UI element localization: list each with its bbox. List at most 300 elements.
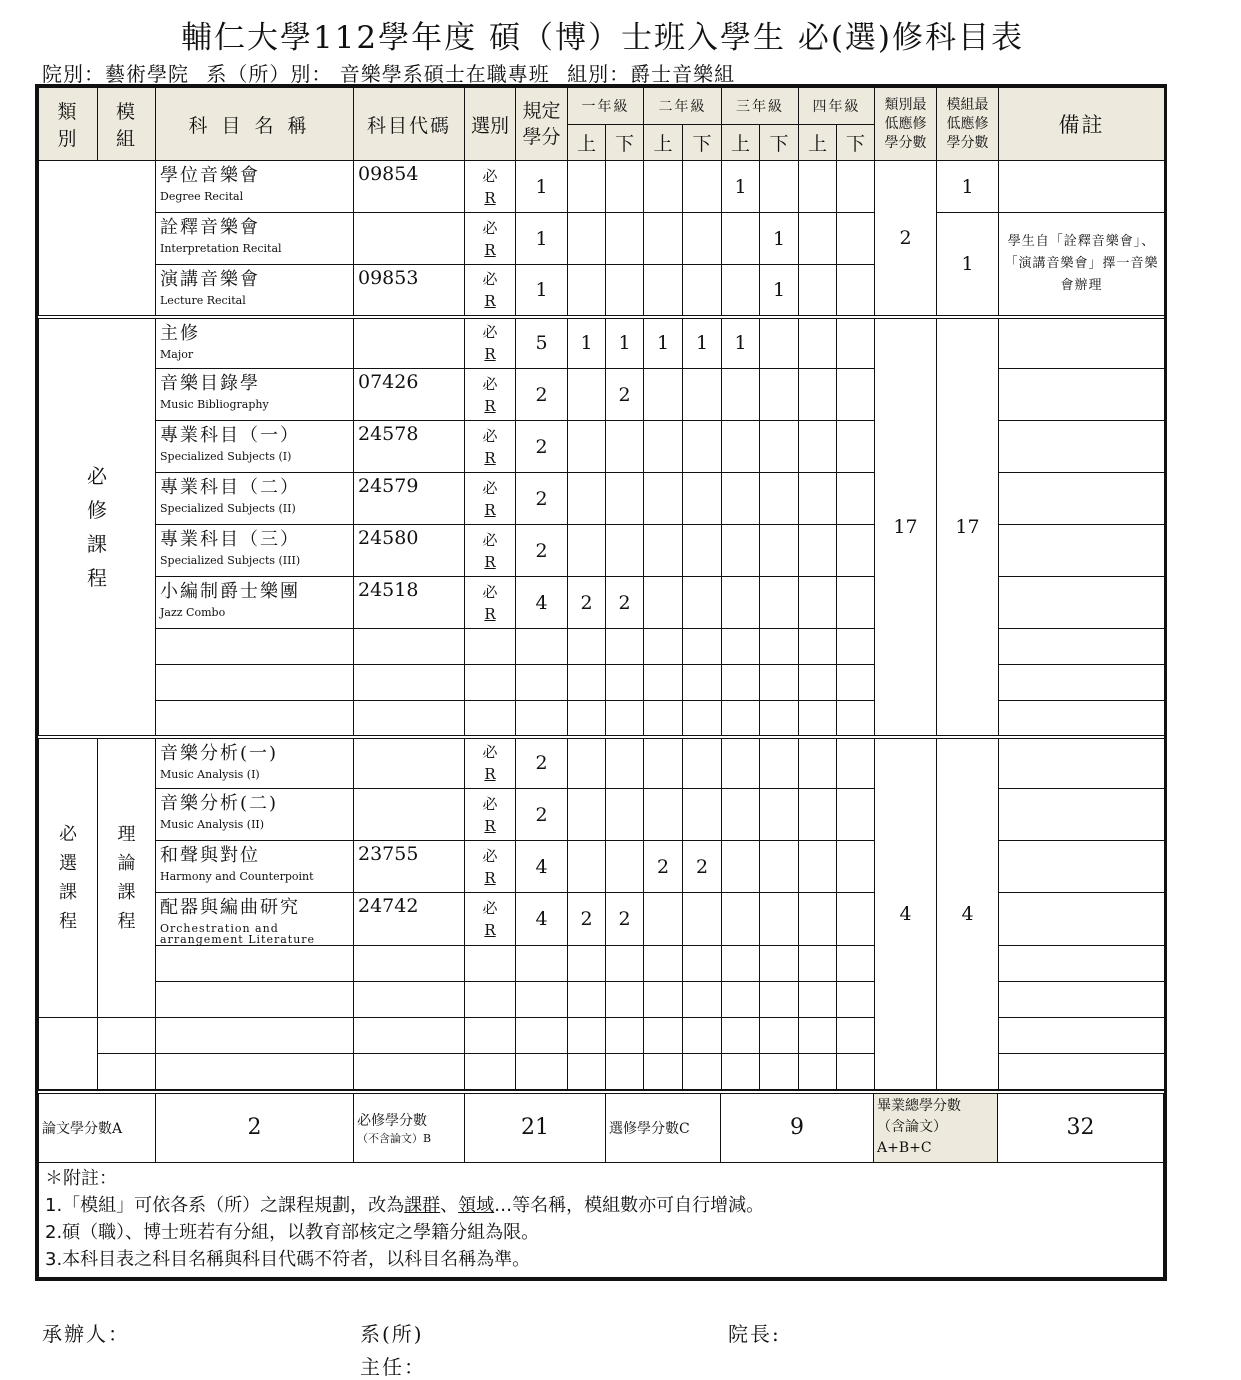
- empty-semester: [722, 665, 760, 701]
- header-year-3: 三年級: [722, 88, 799, 125]
- header-category: 類 別: [39, 88, 98, 161]
- course-name-zh: 配器與編曲研究: [160, 897, 300, 918]
- recital-category-min: 2: [875, 161, 937, 317]
- selection-type: 必: [482, 426, 498, 445]
- thesis-credits-label: 論文學分數A: [39, 1092, 156, 1162]
- empty-semester: [568, 982, 606, 1018]
- empty-semester: [799, 665, 837, 701]
- semester-credits-y2l: [683, 893, 722, 946]
- category-char: 必: [87, 463, 107, 488]
- remark-cell: [999, 665, 1165, 701]
- empty-semester: [683, 1054, 722, 1090]
- header-year-2-upper: 上: [644, 125, 683, 161]
- selection-type: 必: [482, 269, 498, 288]
- course-name-zh: 音樂分析(一): [160, 742, 279, 764]
- header-year-4-upper: 上: [799, 125, 837, 161]
- category-char: 程: [87, 565, 107, 590]
- module-char: 課: [117, 881, 136, 903]
- empty-credits: [516, 1054, 568, 1090]
- semester-credits-y2l: [683, 789, 722, 841]
- course-code: [354, 737, 465, 789]
- semester-credits-y4u: [799, 369, 837, 421]
- course-name: [156, 577, 354, 629]
- empty-semester: [799, 1054, 837, 1090]
- group-label: 組別：爵士音樂組: [567, 62, 736, 86]
- semester-credits-y2l: [683, 265, 722, 317]
- semester-credits-y4u: [799, 161, 837, 213]
- signature-chair: 主任：: [360, 1355, 426, 1379]
- course-name-en: Music Bibliography: [160, 398, 269, 411]
- semester-credits-y2u: [644, 265, 683, 317]
- semester-credits-y4l: [837, 525, 875, 577]
- semester-credits-y2u: [644, 161, 683, 213]
- empty-selection: [465, 1018, 516, 1054]
- header-category-min: 類別最 低應修 學分數: [875, 88, 937, 161]
- empty-semester: [837, 629, 875, 665]
- course-name: [156, 317, 354, 369]
- course-table-frame: [35, 84, 1167, 1281]
- empty-semester: [722, 946, 760, 982]
- header-remarks: 備註: [999, 88, 1165, 161]
- empty-credits: [516, 982, 568, 1018]
- table-row: [39, 317, 1165, 369]
- empty-name: [156, 982, 354, 1018]
- info-line: [42, 58, 745, 87]
- semester-credits-y2l: 2: [683, 841, 722, 893]
- empty-code: [354, 1054, 465, 1090]
- selection-code: R: [484, 552, 496, 571]
- remark-cell: [999, 317, 1165, 369]
- semester-credits-y1u: 2: [568, 893, 606, 946]
- table-row: [39, 213, 1165, 265]
- semester-credits-y1u: [568, 737, 606, 789]
- course-name-zh: 專業科目（二）: [160, 477, 300, 498]
- empty-selection: [465, 946, 516, 982]
- empty-semester: [683, 982, 722, 1018]
- semester-credits-y3l: [760, 369, 799, 421]
- thesis-credits-value: 2: [156, 1092, 354, 1162]
- category-char: 修: [87, 497, 107, 522]
- empty-semester: [568, 629, 606, 665]
- semester-credits-y1l: 1: [606, 317, 644, 369]
- course-code: 07426: [354, 369, 465, 421]
- semester-credits-y4u: [799, 893, 837, 946]
- header-year-4: 四年級: [799, 88, 875, 125]
- empty-selection: [465, 701, 516, 737]
- semester-credits-y1l: [606, 789, 644, 841]
- semester-credits-y4u: [799, 317, 837, 369]
- course-selection: [465, 213, 516, 265]
- course-name-en: Music Analysis (II): [160, 818, 265, 831]
- semester-credits-y4u: [799, 737, 837, 789]
- selection-code: R: [484, 868, 496, 887]
- empty-code: [354, 701, 465, 737]
- course-credits: 2: [516, 473, 568, 525]
- selection-code: R: [484, 816, 496, 835]
- semester-credits-y1l: [606, 841, 644, 893]
- course-credits: 2: [516, 421, 568, 473]
- empty-credits: [516, 701, 568, 737]
- empty-semester: [799, 629, 837, 665]
- semester-credits-y4l: [837, 577, 875, 629]
- semester-credits-y2l: [683, 213, 722, 265]
- course-selection: [465, 789, 516, 841]
- semester-credits-y2l: [683, 161, 722, 213]
- semester-credits-y3u: [722, 737, 760, 789]
- semester-credits-y4u: [799, 421, 837, 473]
- semester-credits-y1u: [568, 841, 606, 893]
- remark-cell: [999, 369, 1165, 421]
- remark-cell: [999, 893, 1165, 946]
- semester-credits-y3u: [722, 893, 760, 946]
- remark-cell: [999, 421, 1165, 473]
- empty-name: [156, 1054, 354, 1090]
- required-module-min: 17: [937, 317, 999, 737]
- empty-semester: [722, 629, 760, 665]
- empty-semester: [683, 1018, 722, 1054]
- semester-credits-y1u: [568, 265, 606, 317]
- remark-cell: [999, 982, 1165, 1018]
- semester-credits-y1l: [606, 421, 644, 473]
- course-name: [156, 737, 354, 789]
- empty-name: [156, 701, 354, 737]
- empty-semester: [644, 701, 683, 737]
- semester-credits-y2u: [644, 789, 683, 841]
- recital-remark-empty: [999, 161, 1165, 213]
- empty-credits: [516, 665, 568, 701]
- empty-semester: [644, 982, 683, 1018]
- semester-credits-y1u: 1: [568, 317, 606, 369]
- empty-semester: [799, 946, 837, 982]
- empty-semester: [568, 946, 606, 982]
- empty-semester: [837, 1018, 875, 1054]
- selection-type: 必: [482, 846, 498, 865]
- course-credits: 4: [516, 893, 568, 946]
- semester-credits-y3u: 1: [722, 161, 760, 213]
- module-char: 論: [117, 852, 136, 874]
- course-credits: 2: [516, 789, 568, 841]
- notes-section: [39, 1162, 1164, 1277]
- empty-semester: [760, 665, 799, 701]
- course-name: [156, 421, 354, 473]
- empty-semester: [722, 1054, 760, 1090]
- empty-module: [98, 1054, 156, 1090]
- module-char: 程: [117, 910, 136, 932]
- header-year-3-lower: 下: [760, 125, 799, 161]
- empty-credits: [516, 1018, 568, 1054]
- semester-credits-y1u: [568, 213, 606, 265]
- selection-code: R: [484, 500, 496, 519]
- semester-credits-y2l: [683, 577, 722, 629]
- course-credits: 1: [516, 265, 568, 317]
- recital-category: [39, 161, 156, 317]
- summary-table: [38, 1090, 1164, 1278]
- course-name: [156, 473, 354, 525]
- selection-type: 必: [482, 374, 498, 393]
- semester-credits-y3l: [760, 577, 799, 629]
- header-year-1: 一年級: [568, 88, 644, 125]
- empty-semester: [568, 701, 606, 737]
- course-code: 23755: [354, 841, 465, 893]
- course-name: [156, 841, 354, 893]
- semester-credits-y2u: [644, 737, 683, 789]
- empty-semester: [568, 1054, 606, 1090]
- remark-cell: [999, 525, 1165, 577]
- recital-remark: 學生自「詮釋音樂會」、「演講音樂會」擇一音樂會辦理: [999, 213, 1165, 317]
- course-name-zh: 學位音樂會: [160, 165, 260, 186]
- semester-credits-y2l: [683, 525, 722, 577]
- semester-credits-y1l: [606, 473, 644, 525]
- semester-credits-y4u: [799, 473, 837, 525]
- selection-type: 必: [482, 743, 498, 762]
- semester-credits-y1u: [568, 473, 606, 525]
- course-name-zh: 音樂目錄學: [160, 373, 260, 394]
- semester-credits-y4u: [799, 577, 837, 629]
- semester-credits-y2u: [644, 213, 683, 265]
- elective-category-min: 4: [875, 737, 937, 1090]
- semester-credits-y3u: [722, 841, 760, 893]
- semester-credits-y4l: [837, 421, 875, 473]
- course-name-en: Jazz Combo: [160, 606, 226, 619]
- empty-semester: [722, 701, 760, 737]
- category-char: 必: [59, 823, 77, 845]
- semester-credits-y3l: 1: [760, 213, 799, 265]
- selection-code: R: [484, 345, 496, 364]
- semester-credits-y2u: [644, 473, 683, 525]
- empty-code: [354, 629, 465, 665]
- signature-dept: 系(所): [360, 1322, 424, 1346]
- course-code: [354, 213, 465, 265]
- empty-semester: [722, 982, 760, 1018]
- semester-credits-y3u: [722, 213, 760, 265]
- course-name-zh: 專業科目（三）: [160, 529, 300, 550]
- empty-semester: [683, 701, 722, 737]
- notes-heading: ＊附註：: [45, 1167, 117, 1189]
- semester-credits-y4l: [837, 369, 875, 421]
- semester-credits-y1u: [568, 525, 606, 577]
- empty-semester: [683, 946, 722, 982]
- course-name-en: Specialized Subjects (III): [160, 554, 301, 567]
- semester-credits-y4l: [837, 317, 875, 369]
- empty-semester: [606, 665, 644, 701]
- elective-module-min: 4: [937, 737, 999, 1090]
- course-credits: 2: [516, 369, 568, 421]
- empty-semester: [799, 1018, 837, 1054]
- semester-credits-y1l: 2: [606, 369, 644, 421]
- course-name-zh: 詮釋音樂會: [160, 217, 260, 238]
- empty-semester: [760, 701, 799, 737]
- course-name: [156, 213, 354, 265]
- semester-credits-y2u: [644, 525, 683, 577]
- course-credits: 5: [516, 317, 568, 369]
- semester-credits-y3l: [760, 841, 799, 893]
- semester-credits-y1l: [606, 213, 644, 265]
- semester-credits-y4l: [837, 213, 875, 265]
- category-char: 課: [87, 531, 107, 556]
- empty-semester: [760, 1054, 799, 1090]
- elective-credits-value: 9: [721, 1092, 874, 1162]
- course-credits: 1: [516, 213, 568, 265]
- semester-credits-y4u: [799, 213, 837, 265]
- remark-cell: [999, 1018, 1165, 1054]
- empty-semester: [760, 946, 799, 982]
- module-char: 理: [117, 823, 136, 845]
- required-credits-label: 必修學分數 （不含論文）B: [354, 1092, 465, 1162]
- empty-semester: [837, 665, 875, 701]
- table-row: [39, 161, 1165, 213]
- course-code: 24578: [354, 421, 465, 473]
- course-name-en: Degree Recital: [160, 190, 244, 203]
- course-name-en: Major: [160, 347, 194, 361]
- selection-code: R: [484, 396, 496, 415]
- course-name-en: Music Analysis (I): [160, 767, 260, 781]
- empty-semester: [606, 982, 644, 1018]
- total-credits-label: 畢業總學分數 （含論文） A+B+C: [874, 1092, 998, 1162]
- category-char: 課: [59, 881, 77, 903]
- note-3: 3.本科目表之科目名稱與科目代碼不符者，以科目名稱為準。: [45, 1248, 531, 1270]
- semester-credits-y2u: [644, 893, 683, 946]
- empty-semester: [799, 701, 837, 737]
- course-name-en: Specialized Subjects (II): [160, 502, 296, 515]
- header-module-min: 模組最 低應修 學分數: [937, 88, 999, 161]
- course-credits: 4: [516, 577, 568, 629]
- semester-credits-y1l: 2: [606, 893, 644, 946]
- selection-code: R: [484, 448, 496, 467]
- course-name: [156, 265, 354, 317]
- semester-credits-y3l: [760, 737, 799, 789]
- course-selection: [465, 841, 516, 893]
- semester-credits-y1u: [568, 161, 606, 213]
- semester-credits-y4l: [837, 737, 875, 789]
- semester-credits-y1u: 2: [568, 577, 606, 629]
- semester-credits-y3u: [722, 421, 760, 473]
- course-selection: [465, 265, 516, 317]
- empty-semester: [606, 701, 644, 737]
- empty-semester: [837, 982, 875, 1018]
- semester-credits-y4u: [799, 525, 837, 577]
- empty-semester: [644, 665, 683, 701]
- course-selection: [465, 737, 516, 789]
- semester-credits-y3u: [722, 369, 760, 421]
- course-code: 09854: [354, 161, 465, 213]
- course-selection: [465, 473, 516, 525]
- semester-credits-y4u: [799, 265, 837, 317]
- semester-credits-y3l: [760, 317, 799, 369]
- empty-credits: [516, 946, 568, 982]
- remark-cell: [999, 701, 1165, 737]
- semester-credits-y1l: [606, 525, 644, 577]
- header-year-3-upper: 上: [722, 125, 760, 161]
- remark-cell: [999, 737, 1165, 789]
- category-char: 選: [59, 852, 77, 874]
- semester-credits-y1l: [606, 161, 644, 213]
- empty-selection: [465, 982, 516, 1018]
- selection-type: 必: [482, 323, 498, 342]
- course-credits: 1: [516, 161, 568, 213]
- table-row: [39, 737, 1165, 789]
- header-year-2: 二年級: [644, 88, 722, 125]
- empty-semester: [606, 1054, 644, 1090]
- category-char: 程: [59, 910, 77, 932]
- semester-credits-y4l: [837, 161, 875, 213]
- semester-credits-y2u: [644, 421, 683, 473]
- course-name-zh: 音樂分析(二): [160, 793, 279, 814]
- semester-credits-y3l: [760, 893, 799, 946]
- elective-category-label: [39, 737, 98, 1018]
- course-credits: 2: [516, 525, 568, 577]
- selection-type: 必: [482, 530, 498, 549]
- semester-credits-y4l: [837, 841, 875, 893]
- empty-module: [98, 1018, 156, 1054]
- header-selection: 選別: [465, 88, 516, 161]
- semester-credits-y4l: [837, 789, 875, 841]
- semester-credits-y3l: 1: [760, 265, 799, 317]
- empty-name: [156, 665, 354, 701]
- course-selection: [465, 317, 516, 369]
- semester-credits-y4l: [837, 265, 875, 317]
- semester-credits-y4u: [799, 789, 837, 841]
- semester-credits-y4u: [799, 841, 837, 893]
- empty-semester: [760, 982, 799, 1018]
- selection-code: R: [484, 921, 496, 939]
- course-code: 24518: [354, 577, 465, 629]
- empty-semester: [568, 665, 606, 701]
- header-year-2-lower: 下: [683, 125, 722, 161]
- course-credits: 2: [516, 737, 568, 789]
- semester-credits-y3l: [760, 421, 799, 473]
- course-name-en: Specialized Subjects (I): [160, 450, 292, 463]
- semester-credits-y3u: 1: [722, 317, 760, 369]
- empty-semester: [722, 1018, 760, 1054]
- semester-credits-y2u: [644, 369, 683, 421]
- course-code: 24579: [354, 473, 465, 525]
- semester-credits-y2l: 1: [683, 317, 722, 369]
- semester-credits-y2u: 2: [644, 841, 683, 893]
- course-selection: [465, 421, 516, 473]
- header-year-1-lower: 下: [606, 125, 644, 161]
- semester-credits-y1l: [606, 265, 644, 317]
- header-credits: 規定 學分: [516, 88, 568, 161]
- elective-credits-label: 選修學分數C: [606, 1092, 721, 1162]
- semester-credits-y3u: [722, 525, 760, 577]
- recital-module-min-2: 1: [937, 213, 999, 317]
- empty-name: [156, 1018, 354, 1054]
- empty-selection: [465, 1054, 516, 1090]
- remark-cell: [999, 629, 1165, 665]
- selection-code: R: [484, 765, 496, 784]
- signature-handler: 承辦人：: [42, 1322, 130, 1346]
- course-name-en: Harmony and Counterpoint: [160, 870, 314, 883]
- header-year-1-upper: 上: [568, 125, 606, 161]
- remark-cell: [999, 473, 1165, 525]
- empty-semester: [644, 1054, 683, 1090]
- semester-credits-y4l: [837, 473, 875, 525]
- semester-credits-y3l: [760, 789, 799, 841]
- selection-code: R: [484, 240, 496, 259]
- page-title: 輔仁大學112學年度 碩（博）士班入學生 必(選)修科目表: [180, 20, 1025, 56]
- semester-credits-y1u: [568, 789, 606, 841]
- selection-type: 必: [482, 478, 498, 497]
- course-name: [156, 789, 354, 841]
- remark-cell: [999, 1054, 1165, 1090]
- empty-semester: [837, 701, 875, 737]
- empty-category: [39, 1018, 98, 1090]
- course-name-zh: 演講音樂會: [160, 269, 260, 290]
- empty-credits: [516, 629, 568, 665]
- course-code: [354, 317, 465, 369]
- required-category-min: 17: [875, 317, 937, 737]
- semester-credits-y1u: [568, 421, 606, 473]
